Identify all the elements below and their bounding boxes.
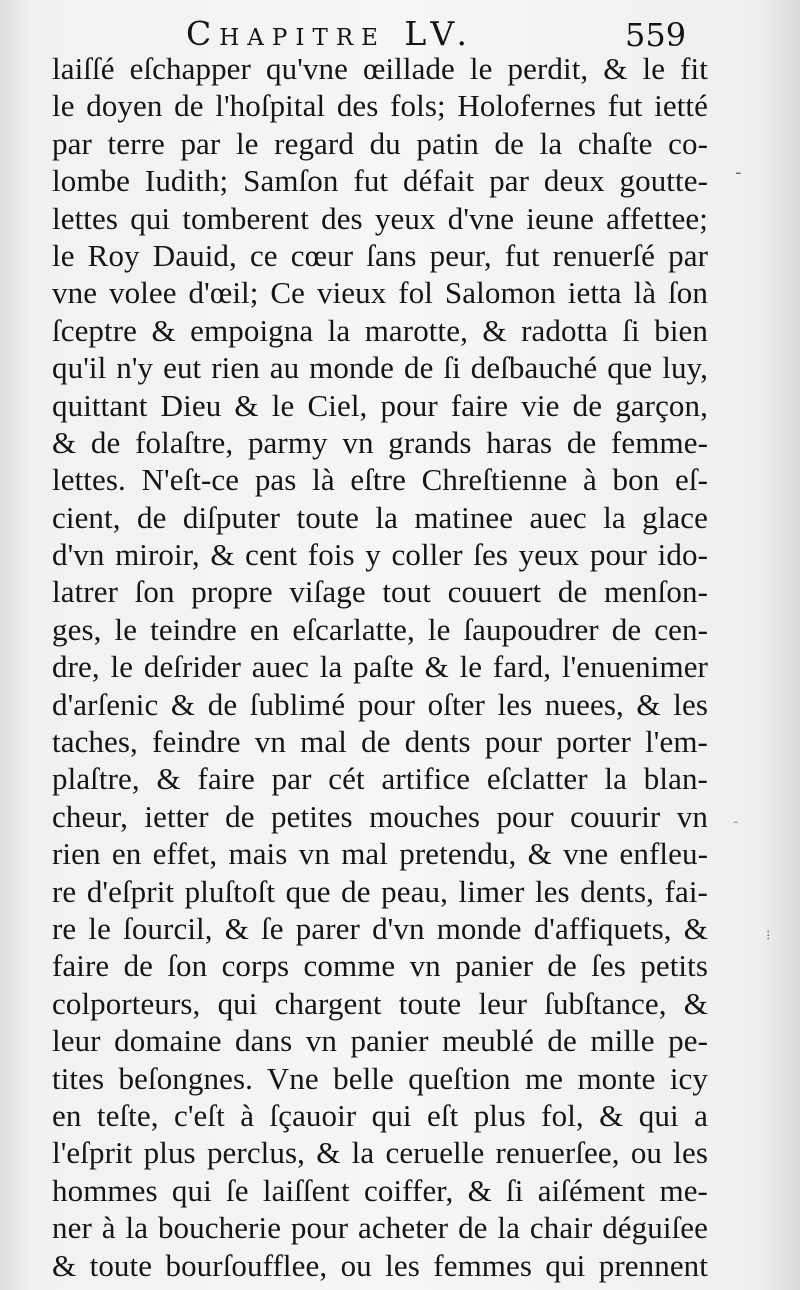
text-line: faire de ſon corps comme vn panier de ſes petits (52, 948, 708, 984)
text-line: re le ſourcil, & ſe parer d'vn monde d'affiquets, & (52, 910, 708, 946)
text-line: leur domaine dans vn panier meublé de mille pe- (52, 1023, 708, 1059)
text-line: cient, de diſputer toute la matinee auec la glace (52, 499, 708, 535)
text-line: vne volee d'œil; Ce vieux fol Salomon ietta là ſon (52, 275, 708, 311)
chapter-title: Chapitre LV. (186, 14, 475, 53)
text-line: lettes qui tomberent des yeux d'vne ieune affettee; (52, 200, 708, 236)
text-line: taches, feindre vn mal de dents pour porter l'em- (52, 724, 708, 760)
text-line: & toute bourſoufflee, ou les femmes qui prennent (52, 1247, 708, 1283)
text-line: re d'eſprit pluſtoſt que de peau, limer les dents, fai- (52, 873, 708, 909)
text-line: ges, le teindre en eſcarlatte, le ſaupoudrer de cen- (52, 611, 708, 647)
text-line: l'eſprit plus perclus, & la ceruelle renuerſee, ou les (52, 1135, 708, 1171)
margin-stain-mark: ⁝ (766, 928, 771, 944)
text-line: rien en effet, mais vn mal pretendu, & vne enfleu- (52, 836, 708, 872)
text-line: hommes qui ſe laiſſent coiffer, & ſi aiſément me- (52, 1172, 708, 1208)
text-line: par terre par le regard du patin de la chaſte co- (52, 125, 708, 161)
text-line: & de folaſtre, parmy vn grands haras de femme- (52, 424, 708, 460)
text-line: lettes. N'eſt-ce pas là eſtre Chreſtienne à bon eſ- (52, 462, 708, 498)
text-line: plaſtre, & faire par cét artifice eſclatter la blan- (52, 761, 708, 797)
text-line: latrer ſon propre viſage tout couuert de menſon- (52, 574, 708, 610)
text-line: laiſſé eſchapper qu'vne œillade le perdit, & le fit (52, 51, 708, 86)
margin-tick-mark: - (735, 162, 742, 183)
text-line: d'vn miroir, & cent fois y coller ſes yeux pour ido- (52, 537, 708, 573)
text-line: ſceptre & empoigna la marotte, & radotta ſi bien (52, 312, 708, 348)
text-line: ner à la boucherie pour acheter de la chair déguiſee (52, 1210, 708, 1246)
text-line: tites beſongnes. Vne belle queſtion me monte icy (52, 1060, 708, 1096)
text-line: le Roy Dauid, ce cœur ſans peur, fut renuerſé par (52, 237, 708, 273)
body-text (52, 50, 708, 1284)
text-line: colporteurs, qui chargent toute leur ſubſtance, & (52, 985, 708, 1021)
text-line: quittant Dieu & le Ciel, pour faire vie de garçon, (52, 387, 708, 423)
text-line: en teſte, c'eſt à ſçauoir qui eſt plus fol, & qui a (52, 1097, 708, 1133)
text-line: qu'il n'y eut rien au monde de ſi deſbauché que luy, (52, 350, 708, 386)
text-line: lombe Iudith; Samſon fut défait par deux goutte- (52, 163, 708, 199)
margin-tick-mark: - (733, 812, 739, 831)
text-line: le doyen de l'hoſpital des fols; Holofernes fut ietté (52, 88, 708, 124)
text-line: cheur, ietter de petites mouches pour couurir vn (52, 798, 708, 834)
text-line: d'arſenic & de ſublimé pour oſter les nuees, & les (52, 686, 708, 722)
text-line: dre, le deſrider auec la paſte & le fard, l'enuenimer (52, 649, 708, 685)
page-number: 559 (625, 16, 687, 54)
